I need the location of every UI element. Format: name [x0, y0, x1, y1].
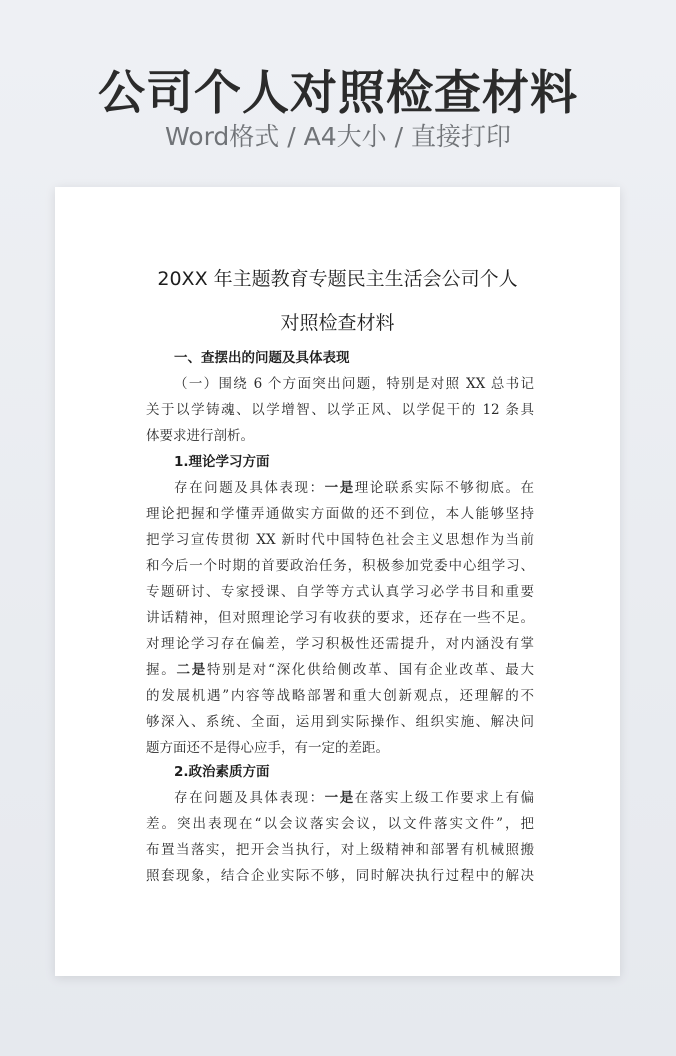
political-first-marker: 一是	[324, 790, 355, 806]
document-title-line-1: 20XX 年主题教育专题民主生活会公司个人	[157, 268, 518, 290]
political-first-text: 在落实上级工作要求上有偏	[354, 790, 535, 806]
theory-paragraph-line-11: 题方面还不是得心应手，有一定的差距。	[146, 740, 389, 756]
banner-subtitle: Word格式 / A4大小 / 直接打印	[165, 122, 511, 151]
theory-paragraph-line-1	[174, 478, 534, 498]
theory-paragraph-line-9: 的发展机遇”内容等战略部署和重大创新观点，还理解的不	[146, 688, 534, 704]
subheading-theory-study: 1.理论学习方面	[174, 454, 270, 470]
document-title-line-2: 对照检查材料	[280, 312, 395, 334]
political-paragraph-line-2: 差。突出表现在“以会议落实会议，以文件落实文件”，把	[146, 816, 534, 832]
theory-first-text: 理论联系实际不够彻底。在	[354, 480, 535, 496]
theory-second-marker: 二是	[176, 662, 207, 678]
political-paragraph-line-4: 照套现象，结合企业实际不够，同时解决执行过程中的解决	[146, 868, 534, 884]
theory-paragraph-line-8	[146, 660, 534, 680]
intro-line-2: 关于以学铸魂、以学增智、以学正风、以学促干的 12 条具	[146, 402, 534, 418]
theory-paragraph-line-5: 专题研讨、专家授课、自学等方式认真学习必学书目和重要	[146, 584, 534, 600]
theory-second-text: 特别是对“深化供给侧改革、国有企业改革、最大	[207, 662, 535, 678]
theory-paragraph-line-7: 对理论学习存在偏差，学习积极性还需提升，对内涵没有掌	[146, 636, 534, 652]
political-paragraph-line-3: 布置当落实，把开会当执行，对上级精神和部署有机械照搬	[146, 842, 534, 858]
intro-line-1: （一）围绕 6 个方面突出问题，特别是对照 XX 总书记	[174, 376, 534, 392]
section-heading-problems: 一、查摆出的问题及具体表现	[174, 350, 350, 366]
political-lead: 存在问题及具体表现：	[174, 790, 325, 806]
subheading-political-quality: 2.政治素质方面	[174, 764, 270, 780]
theory-paragraph-line-6: 讲话精神，但对照理论学习有收获的要求，还存在一些不足。	[146, 610, 534, 626]
intro-line-3: 体要求进行剖析。	[146, 428, 254, 444]
theory-paragraph-line-4: 和今后一个时期的首要政治任务，积极参加党委中心组学习、	[146, 558, 534, 574]
theory-paragraph-line-3: 把学习宣传贯彻 XX 新时代中国特色社会主义思想作为当前	[146, 532, 534, 548]
political-paragraph-line-1	[174, 788, 534, 808]
theory-first-marker: 一是	[324, 480, 355, 496]
theory-second-pre: 握。	[146, 662, 177, 678]
theory-lead: 存在问题及具体表现：	[174, 480, 325, 496]
banner-title: 公司个人对照检查材料	[98, 66, 578, 121]
theory-paragraph-line-2: 理论把握和学懂弄通做实方面做的还不到位，本人能够坚持	[146, 506, 534, 522]
theory-paragraph-line-10: 够深入、系统、全面，运用到实际操作、组织实施、解决问	[146, 714, 534, 730]
